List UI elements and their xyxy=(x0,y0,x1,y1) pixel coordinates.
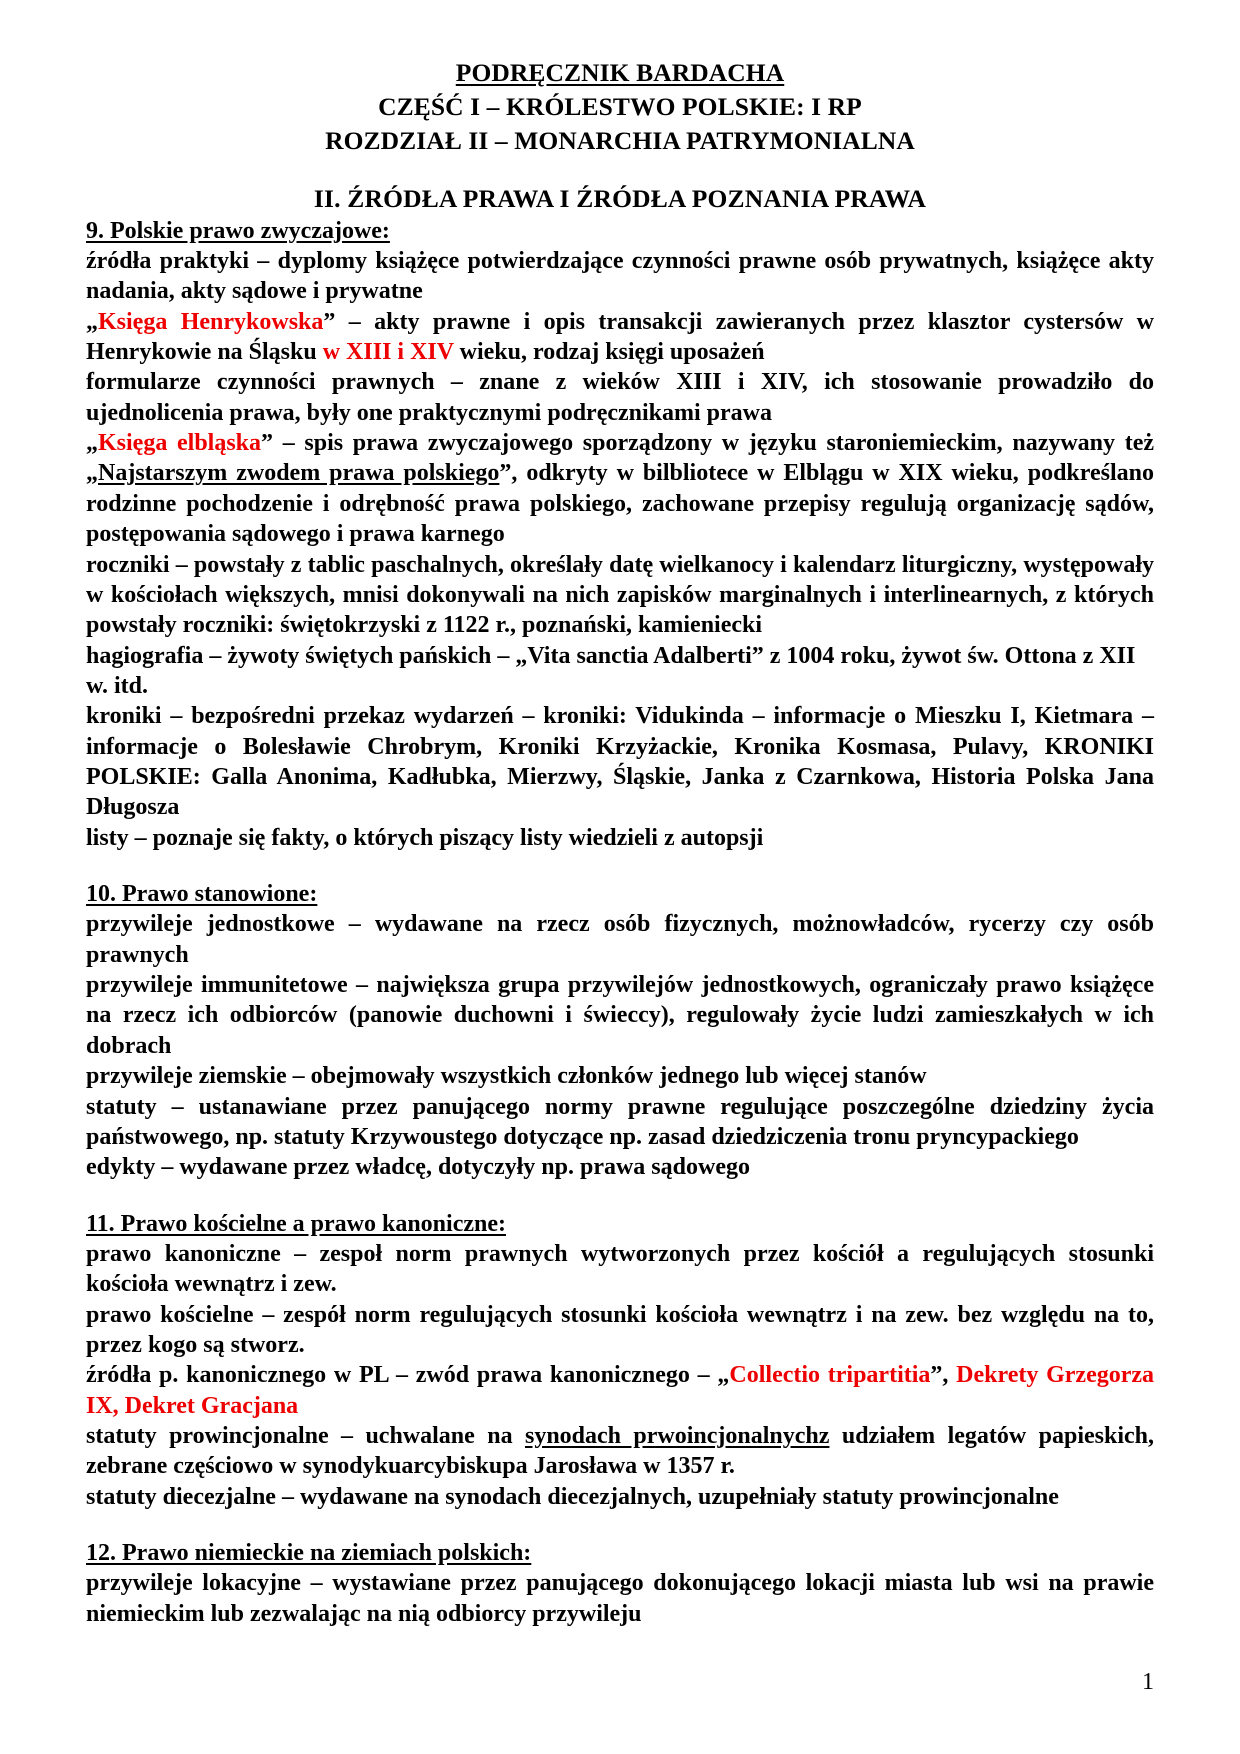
paragraph-przywileje-ziemskie xyxy=(86,1061,1154,1091)
paragraph-kroniki xyxy=(86,701,1154,822)
paragraph-roczniki xyxy=(86,550,1154,641)
paragraph-listy xyxy=(86,823,1154,853)
highlight-dekrety-grzegorza: Dekrety Grzegorza IX xyxy=(86,1362,1155,1419)
paragraph-text: listy – poznaje się fakty, o których piszący listy wiedzieli z autopsji xyxy=(86,824,764,851)
paragraph-text: prawo kościelne – zespół norm regulujących stosunki kościoła wewnątrz i na zew. bez względu na to, przez kogo są stworz. xyxy=(86,1301,1154,1358)
heading-section-11: 11. Prawo kościelne a prawo kanoniczne: xyxy=(86,1210,506,1237)
paragraph-text: źródła p. kanonicznego w PL – zwód prawa kanonicznego – „ xyxy=(86,1362,730,1389)
paragraph-text-tail: ”, odkryty w bilbliotece w Elblągu w XIX wieku, podkreślano rodzinne pochodzenie i odrębność prawa polskiego, zachowane przepisy regulują organizację sądów, postępowania sądowego i prawa karnego xyxy=(86,460,1154,548)
paragraph-przywileje-lokacyjne xyxy=(86,1568,1154,1629)
quote-open: „ xyxy=(86,430,98,457)
paragraph-text: hagiografia – żywoty świętych pańskich – „Vita sanctia Adalberti” z 1004 roku, żywot św. Ottona z XII w. itd. xyxy=(86,642,1136,699)
paragraph-text: kroniki – bezpośredni przekaz wydarzeń – kroniki: Vidukinda – informacje o Mieszku I, Kietmara – informacje o Bolesławie Chrobrym, Kroniki Krzyżackie, Kronika Kosmasa, Pulavy, KRONIKI POLSKIE: Galla Anonima, Kadłubka, Mierzwy, Śląskie, Janka z Czarnkowa, Historia Polska Jana Długosza xyxy=(86,703,1154,821)
paragraph-text: statuty diecezjalne – wydawane na synodach diecezjalnych, uzupełniały statuty prowincjonalne xyxy=(86,1483,1059,1510)
paragraph-zrodla-kanonicznego xyxy=(86,1360,1154,1421)
paragraph-text: ” – spis prawa zwyczajowego sporządzony w języku staroniemieckim, nazywany też „ xyxy=(86,430,1155,487)
paragraph-przywileje-jednostkowe xyxy=(86,909,1154,970)
paragraph-statuty-prowincjonalne xyxy=(86,1421,1154,1482)
title-line-1: PODRĘCZNIK BARDACHA xyxy=(455,58,785,87)
highlight-dekret-gracjana: Dekret Gracjana xyxy=(124,1392,299,1419)
highlight-ksiega-elblaska: Księga elbląska xyxy=(98,430,262,457)
paragraph-text: prawo kanoniczne – zespoł norm prawnych wytworzonych przez kościół a regulujących stosunki kościoła wewnątrz i zew. xyxy=(86,1240,1154,1298)
paragraph-text: statuty prowincjonalne – uchwalane na xyxy=(86,1423,525,1449)
paragraph-text: przywileje ziemskie – obejmowały wszystkich członków jednego lub więcej stanów xyxy=(86,1063,927,1090)
chapter-section-heading: II. ŹRÓDŁA PRAWA I ŹRÓDŁA POZNANIA PRAWA xyxy=(313,183,927,213)
document-title-block xyxy=(86,56,1154,158)
heading-section-12: 12. Prawo niemieckie na ziemiach polskich: xyxy=(86,1540,532,1567)
paragraph-text: ” – akty prawne i opis transakcji zawieranych przez klasztor cystersów w Henrykowie na Śląsku xyxy=(86,308,1155,366)
paragraph-text: źródła praktyki – dyplomy książęce potwierdzające czynności prawne osób prywatnych, książęce akty nadania, akty sądowe i prywatne xyxy=(86,247,1154,305)
paragraph-text-tail: wieku, rodzaj księgi uposażeń xyxy=(453,339,765,366)
quote-open: „ xyxy=(86,308,98,335)
paragraph-ksiega-elblaska xyxy=(86,428,1154,549)
paragraph-statuty-diecezjalne xyxy=(86,1482,1154,1512)
paragraph-text: edykty – wydawane przez władcę, dotyczyły np. prawa sądowego xyxy=(86,1154,750,1181)
paragraph-text: statuty – ustanawiane przez panującego normy prawne regulujące poszczególne dziedziny życia państwowego, np. statuty Krzywoustego dotyczące np. zasad dziedziczenia tronu pryncypackiego xyxy=(86,1093,1154,1150)
paragraph-prawo-koscielne xyxy=(86,1300,1154,1361)
spacer xyxy=(86,1512,1154,1538)
paragraph-prawo-kanoniczne xyxy=(86,1239,1154,1300)
underlined-synodach-prowincjonalnych: synodach prwoincjonalnychz xyxy=(524,1423,830,1449)
paragraph-zrodla-praktyki xyxy=(86,246,1154,307)
title-line-2: CZĘŚĆ I – KRÓLESTWO POLSKIE: I RP xyxy=(378,91,862,121)
heading-section-10: 10. Prawo stanowione: xyxy=(86,881,318,908)
paragraph-text: przywileje jednostkowe – wydawane na rzecz osób fizycznych, możnowładców, rycerzy czy osób prawnych xyxy=(86,911,1154,968)
paragraph-text-tail: udziałem legatów papieskich, zebrane częściowo w synodykuarcybiskupa Jarosława w 1357 r. xyxy=(86,1423,1155,1480)
highlight-w-xiii-i-xiv: w XIII i XIV xyxy=(322,339,454,366)
paragraph-text: przywileje immunitetowe – największa grupa przywilejów jednostkowych, ograniczały prawo książęce na rzecz ich odbiorców (panowie duchowni i świeccy), regulowały życie ludzi zamieszkałych w ich dobrach xyxy=(86,972,1154,1059)
heading-section-9: 9. Polskie prawo zwyczajowe: xyxy=(86,217,390,244)
spacer xyxy=(86,853,1154,879)
spacer xyxy=(86,1183,1154,1209)
paragraph-hagiografia xyxy=(86,641,1154,702)
paragraph-text: roczniki – powstały z tablic paschalnych, określały datę wielkanocy i kalendarz liturgiczny, występowały w kościołach większych, mnisi dokonywali na nich zapisków marginalnych i interlinearnych, z których powstały roczniki: świętokrzyski z 1122 r., poznański, kamieniecki xyxy=(86,551,1154,639)
quote-close: ”, xyxy=(930,1362,957,1389)
paragraph-edykty xyxy=(86,1152,1154,1182)
paragraph-przywileje-immunitetowe xyxy=(86,970,1154,1061)
paragraph-statuty xyxy=(86,1092,1154,1153)
page-number: 1 xyxy=(1142,1669,1154,1695)
highlight-ksiega-henrykowska: Księga Henrykowska xyxy=(98,308,324,335)
highlight-separator: , xyxy=(112,1392,125,1419)
paragraph-ksiega-henrykowska xyxy=(86,307,1154,368)
title-line-3: ROZDZIAŁ II – MONARCHIA PATRYMONIALNA xyxy=(325,125,915,155)
paragraph-formularze xyxy=(86,367,1154,428)
underlined-najstarszy-zwod: Najstarszym zwodem prawa polskiego xyxy=(98,460,500,487)
highlight-collectio-tripartitia: Collectio tripartitia xyxy=(729,1362,931,1389)
paragraph-text: przywileje lokacyjne – wystawiane przez panującego dokonującego lokacji miasta lub wsi na prawie niemieckim lub zezwalając na nią odbiorcy przywileju xyxy=(86,1570,1154,1627)
paragraph-text: formularze czynności prawnych – znane z wieków XIII i XIV, ich stosowanie prowadziło do ujednolicenia prawa, były one praktycznymi podręcznikami prawa xyxy=(86,369,1154,426)
